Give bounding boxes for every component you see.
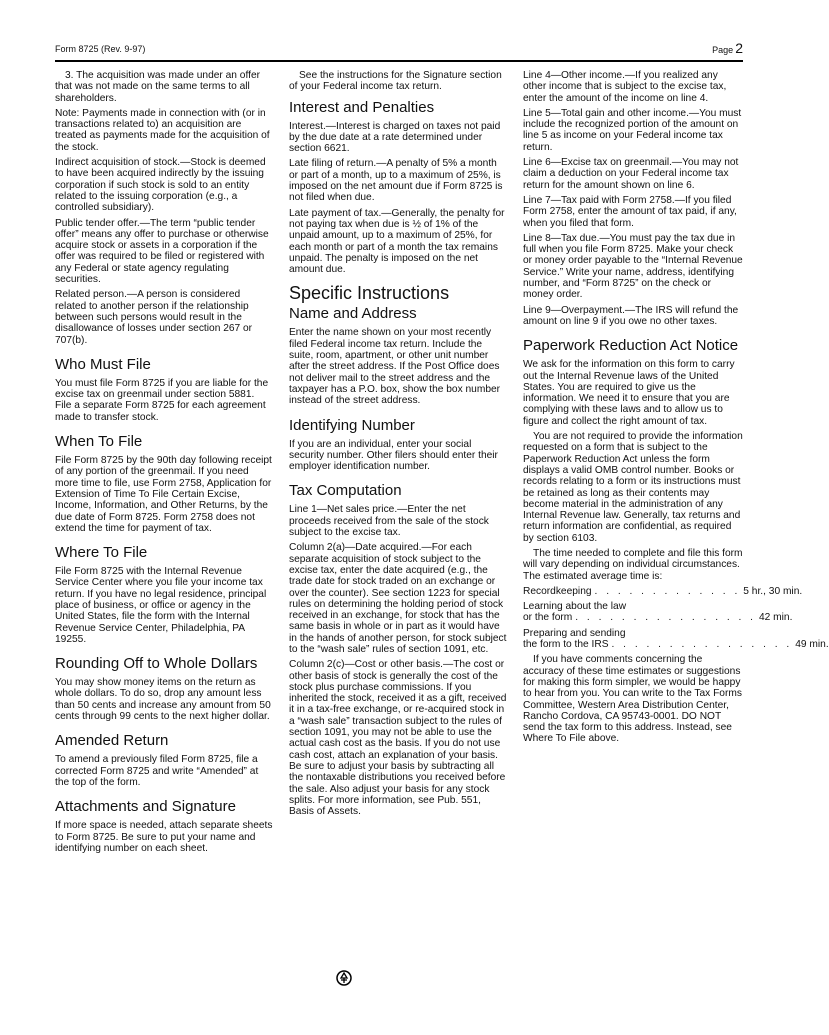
paragraph-text: You may not claim a deduction on your Federal income tax return for the amount shown on line 6. (523, 157, 739, 191)
paragraph: If you have comments concerning the accuracy of these time estimates or suggestions for making this form simpler, we would be happy to hear from you. You can write to the Tax Forms Committee, Western Area Distribution Center, Rancho Cordova, CA 95743-0001. DO NOT send the tax form to this address. Instead, see Where To File above. (523, 654, 742, 745)
leader-dots: . . . . . . . . . . . . . (594, 585, 741, 597)
run-in-heading: Column 2(c)—Cost or other basis.— (289, 659, 454, 671)
paragraph (289, 121, 507, 155)
run-in-heading: Line 5—Total gain and other income.— (523, 107, 700, 119)
paragraph (523, 108, 743, 153)
column-3 (523, 70, 829, 749)
paragraph (523, 70, 743, 104)
paragraph-text: You must pay the tax due in full when you file Form 8725. Make your check or money order payable to the “Internal Revenue Service.” Write your name, address, identifying number, and “Form 8725” on the check or money order. (523, 232, 743, 301)
paragraph: File Form 8725 with the Internal Revenue Service Center where you file your income tax return. If you have no legal residence, principal place of business, or office or agency in the United States, file the form with the Internal Revenue Service Center, Philadelphia, PA 19255. (55, 566, 267, 645)
paragraph-text: A penalty of 5% a month or part of a month, up to a maximum of 25%, is imposed on the net amount due if Form 8725 is not filed when due. (289, 158, 503, 204)
paragraph-text: You must include the recognized portion of the amount on line 5 as income on your Federal income tax return. (523, 107, 742, 153)
paragraph (523, 233, 743, 301)
time-row-recordkeeping (523, 585, 803, 597)
run-in-heading: Late filing of return.— (289, 158, 387, 170)
paragraph-text: Stock is deemed to have been acquired indirectly by the issuing corporation if such stock is sold to an entity related to the issuing corporation (e.g., a controlled subsidiary). (55, 157, 266, 214)
run-in-heading: Line 7—Tax paid with Form 2758.— (523, 194, 685, 206)
run-in-heading: Related person.— (55, 289, 138, 301)
paragraph (55, 218, 273, 286)
paragraph: 3. The acquisition was made under an offer that was not made on the same terms to all shareholders. (55, 70, 261, 104)
paragraph-text: Generally, the penalty for not paying tax when due is ½ of 1% of the unpaid amount, up to a maximum of 25%, for each month or part of a month the tax remains unpaid. The penalty is imposed on the net amount due. (289, 207, 505, 276)
time-label: or the form (523, 612, 573, 624)
paragraph (523, 195, 743, 229)
paragraph (55, 157, 273, 213)
leader-dots: . . . . . . . . . . . . . . . . (611, 639, 793, 651)
paragraph-text: Interest is charged on taxes not paid by the due date at a rate determined under section 6621. (289, 120, 501, 155)
paragraph (523, 305, 743, 328)
run-in-heading: Line 6—Excise tax on greenmail.— (523, 157, 683, 169)
run-in-heading: Line 4—Other income.— (523, 70, 636, 81)
time-value: 49 min. (795, 639, 829, 651)
paragraph-text: The IRS will refund the amount on line 9 if you owe no other taxes. (523, 304, 739, 327)
paragraph-text: The term “public tender offer” means any offer to purchase or otherwise acquire stock or assets in a corporation if the offer was required to be filed or registered with any Federal or state agency regulating securities. (55, 217, 269, 286)
paragraph (289, 542, 507, 655)
run-in-heading: Indirect acquisition of stock.— (55, 157, 191, 169)
paragraph: You may show money items on the return as whole dollars. To do so, drop any amount less than 50 cents and increase any amount from 50 cents through 99 cents to the next higher dollar. (55, 677, 271, 723)
heading-where-to-file: Where To File (55, 544, 148, 562)
paragraph: To amend a previously filed Form 8725, file a corrected Form 8725 and write “Amended” at the top of the form. (55, 754, 259, 788)
time-label: the form to the IRS (523, 639, 609, 651)
heading-tax-computation: Tax Computation (289, 482, 402, 500)
paragraph: The time needed to complete and file this form will vary depending on individual circumstances. The estimated average time is: (523, 547, 743, 582)
paragraph-text: If you realized any other income that is subject to the excise tax, enter the amount of the income on line 4. (523, 70, 727, 104)
paragraph (55, 289, 273, 345)
heading-when-to-file: When To File (55, 433, 143, 451)
heading-specific-instructions: Specific Instructions (289, 283, 450, 304)
header-rule (55, 60, 743, 62)
time-value: 42 min. (759, 612, 793, 624)
form-id: Form 8725 (Rev. 9-97) (55, 44, 146, 54)
paragraph: We ask for the information on this form to carry out the Internal Revenue laws of the United States. You are required to give us the information. We need it to ensure that you are complying with these laws and to allow us to figure and collect the right amount of tax. (523, 359, 735, 427)
paragraph: See the instructions for the Signature section of your Federal income tax return. (289, 70, 502, 93)
paragraph (289, 504, 507, 538)
paragraph-text: For each separate acquisition of stock subject to the excise tax, enter the date acquired (e.g., the trade date for stock traded on an exchange or over the counter). See section 1223 for special rules on determining the holding period of stock received in an exchange, for stock that has the same basis in whole or in part as it would have in the hands of another person, for stock subject to the “wash sale” rules of section 1091, etc. (289, 542, 507, 655)
run-in-heading: Line 8—Tax due.— (523, 232, 610, 244)
paragraph (523, 157, 743, 191)
heading-who-must-file: Who Must File (55, 355, 151, 373)
page-number (712, 40, 743, 56)
run-in-heading: Public tender offer.— (55, 217, 150, 229)
leader-dots: . . . . . . . . . . . . . . . . (575, 612, 757, 624)
run-in-heading: Column 2(a)—Date acquired.— (289, 542, 432, 554)
paragraph: If more space is needed, attach separate sheets to Form 8725. Be sure to put your name and identifying number on each sheet. (55, 820, 273, 854)
paragraph-text: A person is considered related to another person if the relationship between such persons would result in the disallowance of losses under section 267 or 707(b). (55, 289, 253, 346)
paragraph-text: Enter the net proceeds received from the sale of the stock subject to the excise tax. (289, 504, 489, 539)
paragraph: You must file Form 8725 if you are liable for the excise tax on greenmail under section 5881. File a separate Form 8725 for each agreement made to transfer stock. (55, 377, 269, 423)
paragraph: If you are an individual, enter your social security number. Other filers should enter their employer identification number. (289, 438, 498, 473)
run-in-heading: Late payment of tax.— (289, 207, 392, 219)
paragraph-text: The cost or other basis of stock is generally the cost of the stock plus purchase commissions. If you inherited the stock, received it as a gift, received it in a tax-free exchange, or re-acquired stock in a “wash sale” transaction subject to the rules of section 1091, you may not be able to use the actual cash cost as the basis. If you do not use cash cost, attach an explanation of your basis. Be sure to adjust your basis by subtracting all the nontaxable distributions you received before the sale. Also adjust your basis for any stock splits. For more information, see Pub. 551, Basis of Assets. (289, 659, 507, 818)
heading-rounding: Rounding Off to Whole Dollars (55, 655, 258, 673)
recycled-paper-icon (336, 970, 352, 986)
heading-attachments: Attachments and Signature (55, 798, 236, 816)
time-label: Preparing and sending (523, 627, 626, 639)
time-row-learning (523, 601, 793, 624)
run-in-heading: Line 9—Overpayment.— (523, 304, 636, 316)
time-label: Learning about the law (523, 601, 627, 613)
time-label: Recordkeeping (523, 585, 592, 597)
page-label: Page (712, 45, 734, 55)
paragraph (289, 659, 507, 817)
paragraph: File Form 8725 by the 90th day following receipt of any portion of the greenmail. If you need more time to file, use Form 2758, Application for Extension of Time To File Certain Excise, Income, Information, and Other Returns, by the due date of Form 8725. Form 2758 does not extend the time for payment of tax. (55, 455, 272, 534)
paragraph (289, 158, 507, 203)
time-row-preparing (523, 627, 829, 651)
column-2 (289, 70, 507, 821)
time-value: 5 hr., 30 min. (743, 585, 803, 597)
paragraph: Enter the name shown on your most recently filed Federal income tax return. Include the suite, room, apartment, or other unit number after the street address. If the Post Office does not deliver mail to the street address and the taxpayer has a P.O. box, show the box number instead of the street address. (289, 327, 501, 407)
paragraph: You are not required to provide the information requested on a form that is subject to the Paperwork Reduction Act unless the form displays a valid OMB control number. Books or records relating to a form or its instructions must be retained as long as their contents may become material in the administration of any Internal Revenue law. Generally, tax returns and return information are confidential, as required by section 6103. (523, 431, 743, 544)
paragraph (289, 208, 507, 276)
column-1 (55, 70, 273, 858)
time-estimates (523, 585, 829, 651)
heading-paperwork-reduction: Paperwork Reduction Act Notice (523, 337, 739, 355)
note-paragraph: Note: Payments made in connection with (or in transactions related to) an acquisition are treated as payments made for the acquisition of the stock. (55, 107, 270, 153)
heading-identifying-number: Identifying Number (289, 416, 415, 434)
page-header (55, 40, 743, 58)
paragraph-text: If you filed Form 2758, enter the amount of tax paid, if any, when you filed that form. (523, 194, 737, 229)
page-number-value: 2 (735, 40, 743, 56)
heading-interest-penalties: Interest and Penalties (289, 98, 435, 116)
run-in-heading: Line 1—Net sales price.— (289, 504, 408, 516)
heading-amended-return: Amended Return (55, 732, 169, 750)
heading-name-address: Name and Address (289, 305, 417, 323)
run-in-heading: Interest.— (289, 120, 336, 132)
